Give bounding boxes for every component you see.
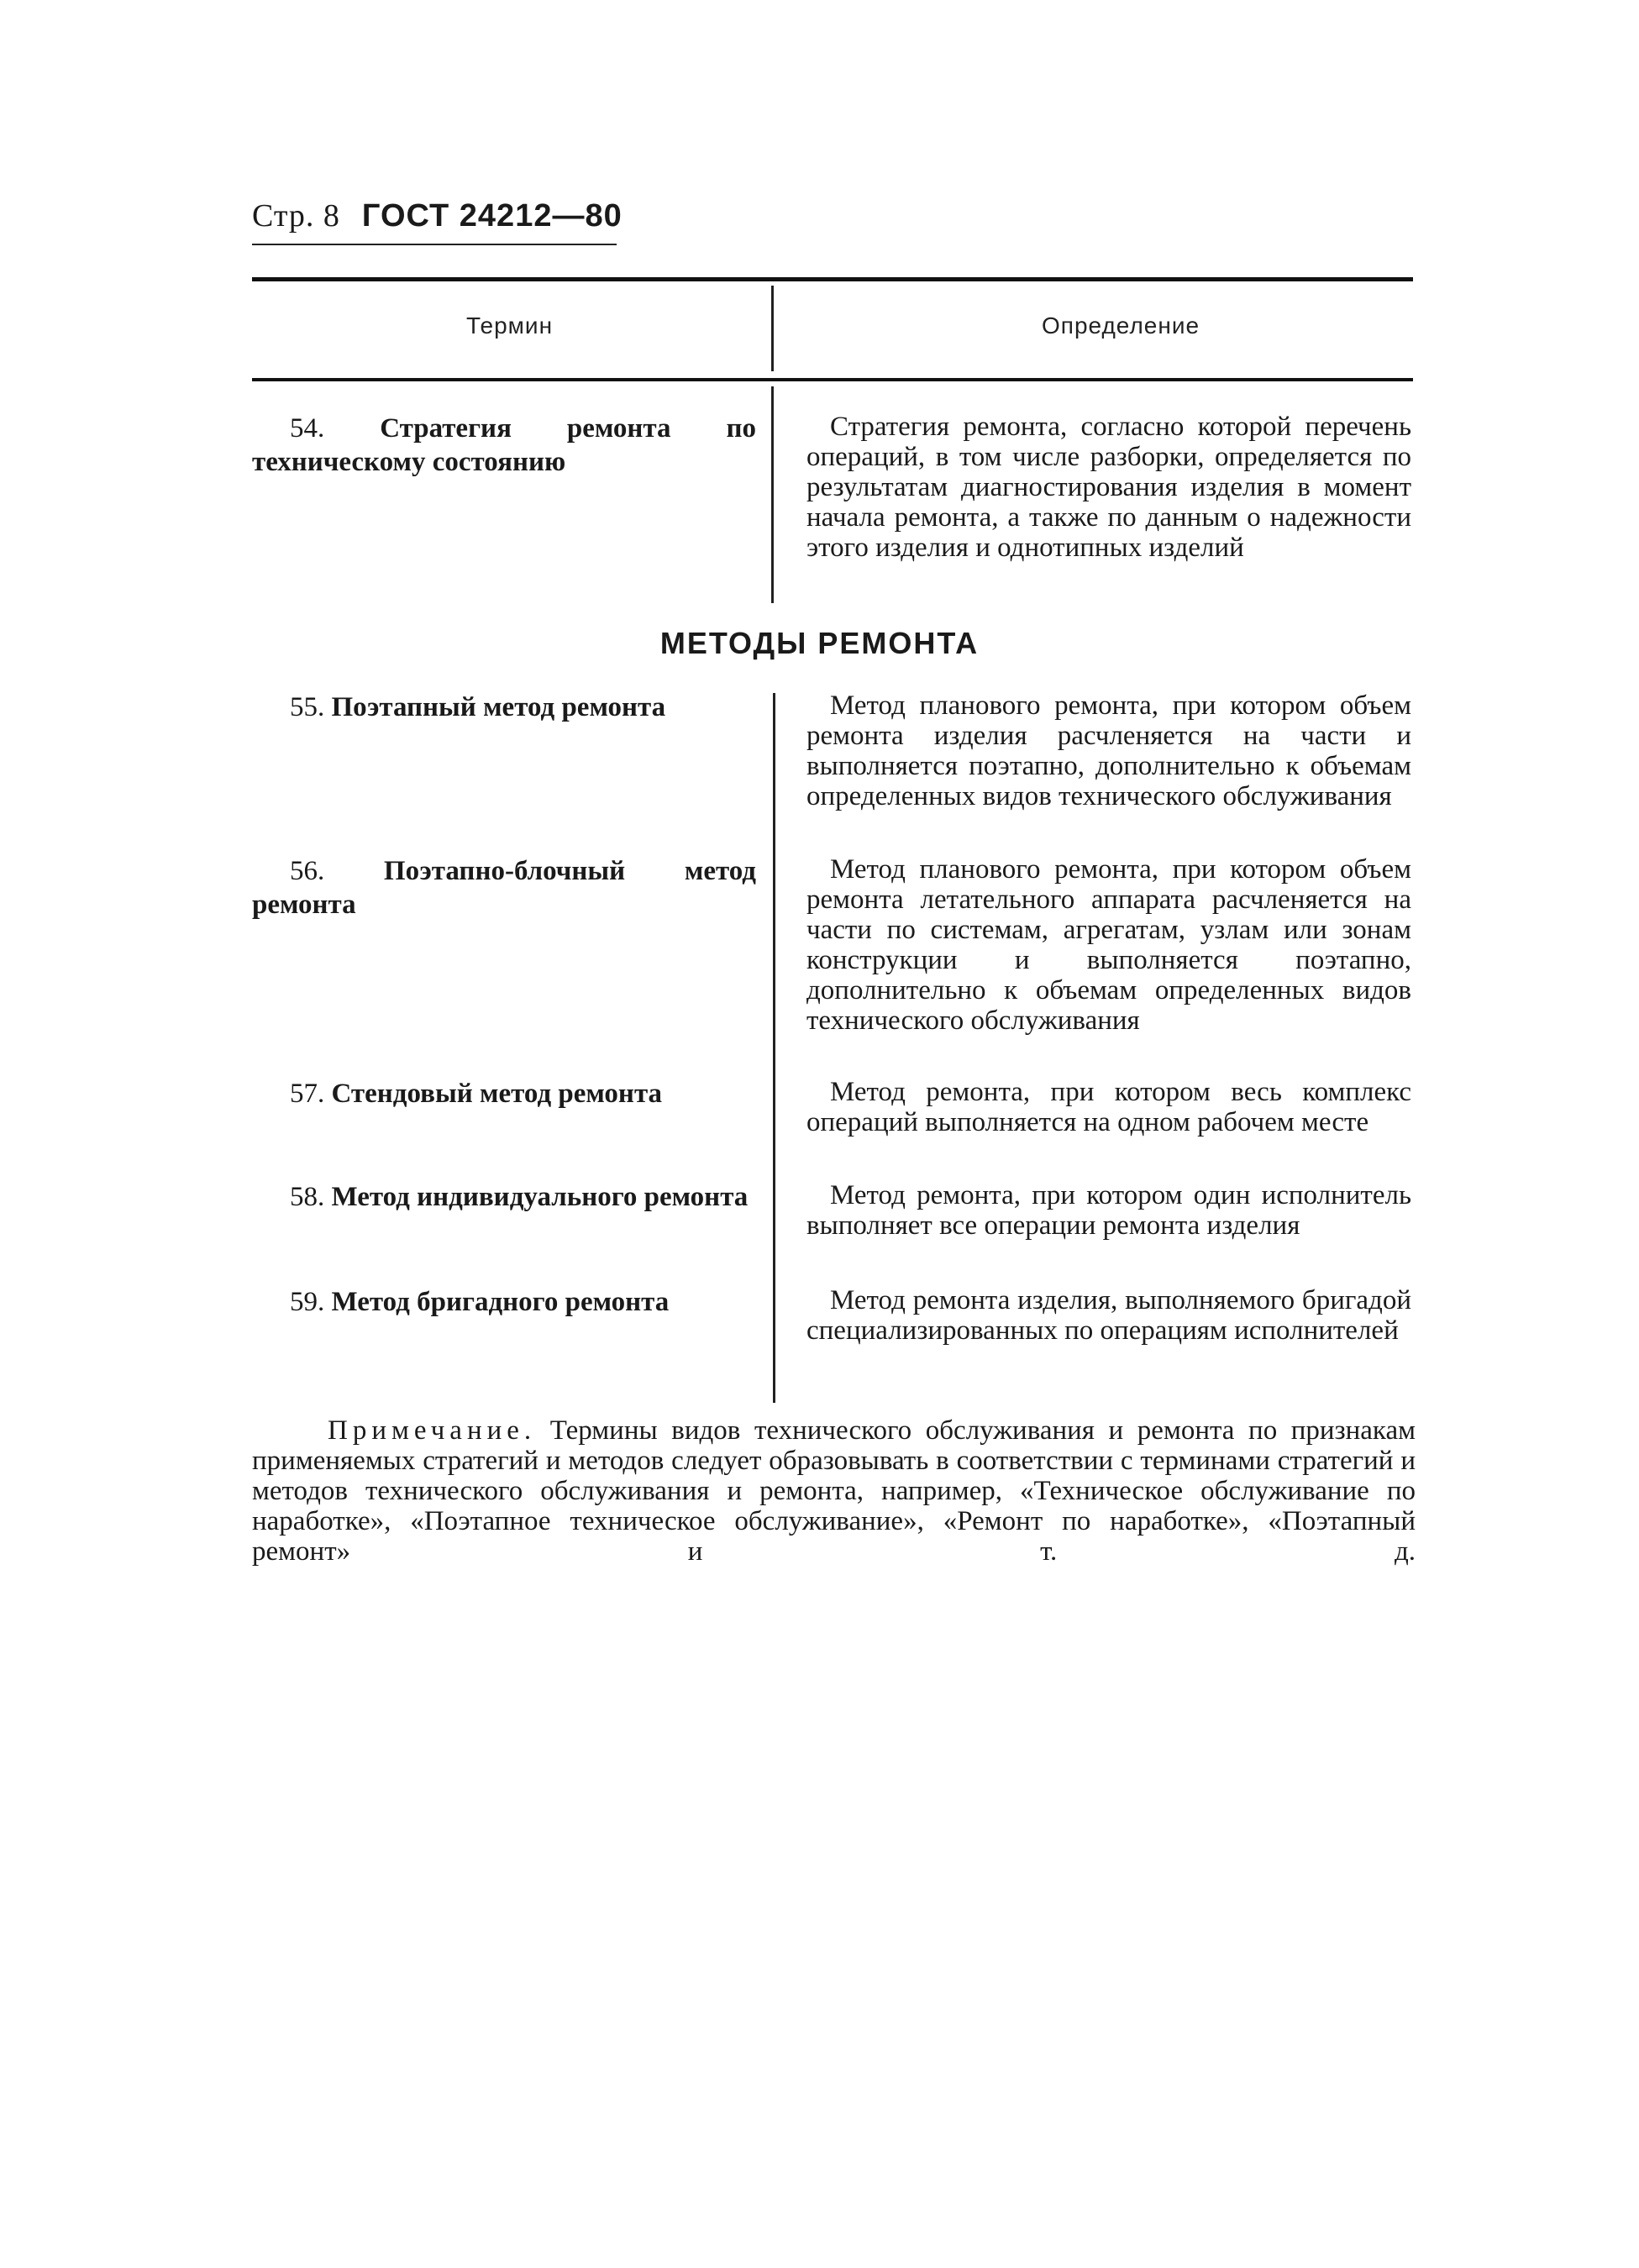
term-number: 56. bbox=[290, 856, 325, 886]
term-59 bbox=[252, 1285, 756, 1319]
definition-59: Метод ремонта изделия, выполняемого бригадой специализированных по операциям исполнителей bbox=[806, 1285, 1411, 1346]
note-label: Примечание. bbox=[328, 1415, 537, 1446]
term-54 bbox=[252, 412, 756, 479]
term-text: Стратегия ремонта по техническому состоянию bbox=[252, 413, 756, 477]
standard-code: ГОСТ 24212—80 bbox=[361, 198, 623, 234]
section-title: МЕТОДЫ РЕМОНТА bbox=[659, 626, 980, 660]
definition-57: Метод ремонта, при котором весь комплекс операций выполняется на одном рабочем месте bbox=[806, 1077, 1411, 1137]
term-text: Поэтапно-блочный метод ремонта bbox=[252, 856, 756, 920]
header-underline bbox=[430, 244, 617, 245]
term-text: Метод бригадного ремонта bbox=[331, 1287, 670, 1317]
column-header-definition: Определение bbox=[1042, 312, 1200, 339]
column-divider bbox=[771, 286, 774, 371]
page-number: Стр. 8 bbox=[252, 198, 340, 234]
table-top-rule bbox=[252, 277, 1413, 281]
definition-55: Метод планового ремонта, при котором объем ремонта изделия расчленяется на части и выполняется поэтапно, дополнительно к объемам определенных видов технического обслуживания bbox=[806, 690, 1411, 811]
term-text: Метод индивидуального ремонта bbox=[331, 1182, 749, 1212]
column-divider bbox=[771, 386, 774, 603]
term-58 bbox=[252, 1180, 756, 1214]
column-divider bbox=[773, 693, 775, 1403]
definition-56: Метод планового ремонта, при котором объем ремонта летательного аппарата расчленяется на части по системам, агрегатам, узлам или зонам конструкции и выполняется поэтапно, дополнительно к объемам определенных видов технического обслуживания bbox=[806, 854, 1411, 1036]
term-57 bbox=[252, 1077, 756, 1110]
table-header-rule bbox=[252, 378, 1413, 381]
term-number: 59. bbox=[290, 1287, 325, 1317]
header-underline bbox=[252, 244, 437, 245]
definition-54: Стратегия ремонта, согласно которой перечень операций, в том числе разборки, определяется по результатам диагностирования изделия в момент начала ремонта, а также по данным о надежности этого изделия и однотипных изделий bbox=[806, 412, 1411, 563]
page-header bbox=[252, 197, 623, 234]
term-text: Стендовый метод ремонта bbox=[331, 1079, 663, 1109]
term-number: 54. bbox=[290, 413, 325, 444]
term-56 bbox=[252, 854, 756, 921]
term-55 bbox=[252, 690, 756, 724]
column-header-term: Термин bbox=[466, 312, 554, 339]
definition-58: Метод ремонта, при котором один исполнитель выполняет все операции ремонта изделия bbox=[806, 1180, 1411, 1241]
term-text: Поэтапный метод ремонта bbox=[331, 692, 666, 722]
term-number: 57. bbox=[290, 1079, 325, 1109]
term-number: 55. bbox=[290, 692, 325, 722]
note-text: Термины видов технического обслуживания и ремонта по признакам применяемых стратегий и методов следует образовывать в соответствии с терминами стратегий и методов технического обслуживания и ремонта, например, «Техническое обслуживание по наработке», «Поэтапное техническое обслуживание», «Ремонт по наработке», «Поэтапный ремонт» и т. д. bbox=[252, 1415, 1416, 1567]
term-number: 58. bbox=[290, 1182, 325, 1212]
note-paragraph bbox=[252, 1415, 1416, 1567]
